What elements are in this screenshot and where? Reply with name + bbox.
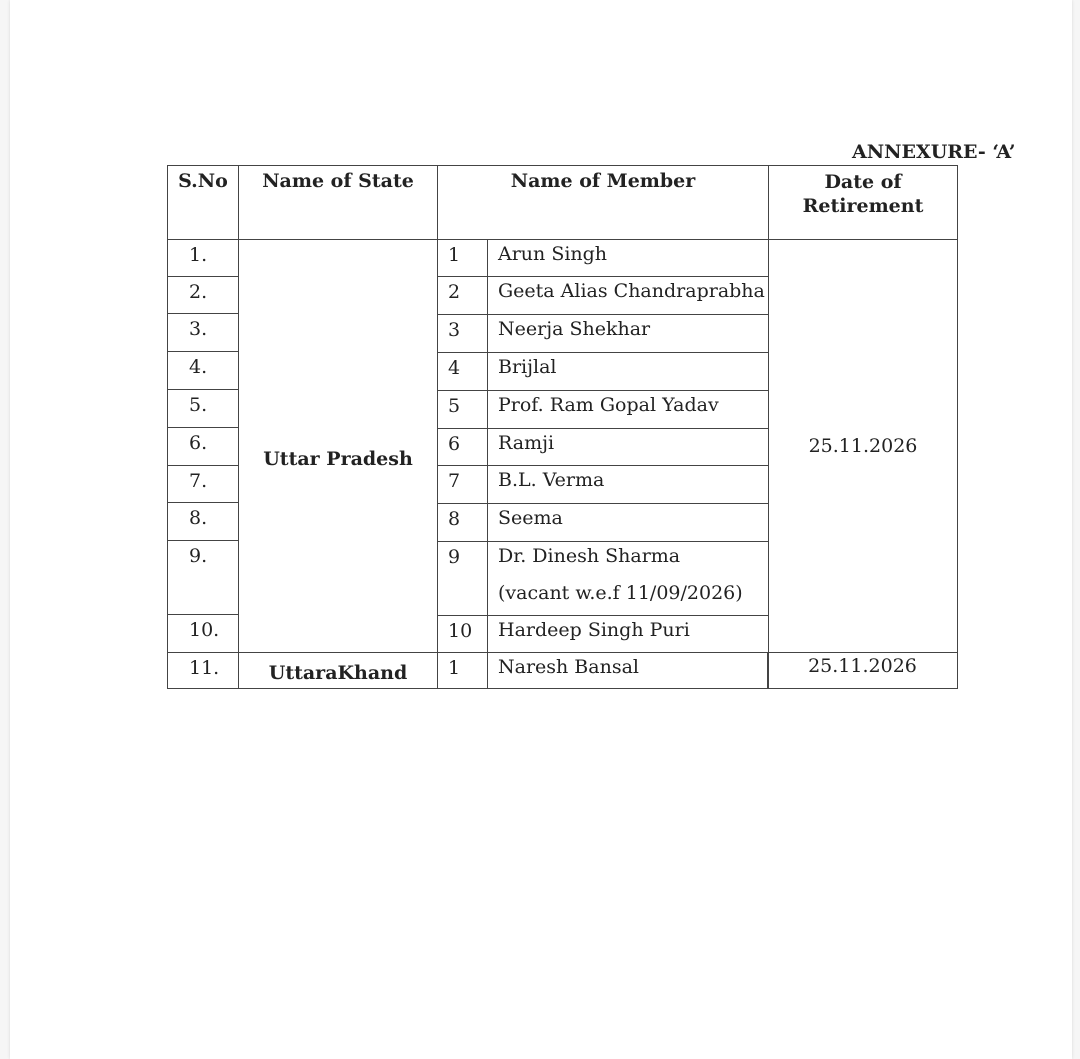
row-member-number bbox=[437, 352, 488, 391]
sno-text: 8. bbox=[189, 507, 208, 529]
sno-text: 7. bbox=[189, 470, 208, 492]
row-member-name bbox=[487, 652, 769, 689]
row-member-name bbox=[487, 239, 769, 277]
row-member-number bbox=[437, 465, 488, 504]
member-name-text: Neerja Shekhar bbox=[498, 318, 651, 340]
state-cell-uttar-pradesh bbox=[238, 239, 438, 653]
row-sno bbox=[167, 427, 239, 466]
row-member-name bbox=[487, 314, 769, 353]
row-member-name bbox=[487, 276, 769, 315]
row-sno bbox=[167, 389, 239, 428]
header-member-text: Name of Member bbox=[510, 170, 696, 192]
row-member-number bbox=[437, 276, 488, 315]
row-member-number bbox=[437, 615, 488, 653]
retirement-date-uttarakhand bbox=[767, 652, 958, 689]
row-member-name bbox=[487, 541, 769, 616]
annexure-label: ANNEXURE- ‘A’ bbox=[852, 141, 1016, 163]
member-name-text: Naresh Bansal bbox=[498, 656, 639, 678]
sno-text: 1. bbox=[189, 244, 208, 266]
row-member-name bbox=[487, 352, 769, 391]
row-member-number bbox=[437, 428, 488, 466]
member-name-text: Ramji bbox=[498, 432, 555, 454]
row-sno bbox=[167, 239, 239, 277]
sno-text: 2. bbox=[189, 281, 208, 303]
row-sno bbox=[167, 465, 239, 503]
row-member-name bbox=[487, 428, 769, 466]
member-number-text: 1 bbox=[448, 657, 461, 679]
member-number-text: 6 bbox=[448, 433, 461, 455]
row-sno bbox=[167, 652, 239, 689]
row-sno bbox=[167, 614, 239, 653]
member-number-text: 8 bbox=[448, 508, 461, 530]
vacancy-note: (vacant w.e.f 11/09/2026) bbox=[498, 582, 743, 604]
member-name-text: Arun Singh bbox=[498, 243, 608, 265]
sno-text: 3. bbox=[189, 318, 208, 340]
member-name-text: Hardeep Singh Puri bbox=[498, 619, 690, 641]
sno-text: 6. bbox=[189, 432, 208, 454]
header-sno bbox=[167, 165, 239, 240]
member-name-text: Brijlal bbox=[498, 356, 557, 378]
row-member-name bbox=[487, 390, 769, 429]
member-number-text: 3 bbox=[448, 319, 461, 341]
row-member-name bbox=[487, 615, 769, 653]
row-member-number bbox=[437, 652, 488, 689]
member-name-text: Seema bbox=[498, 507, 563, 529]
row-sno bbox=[167, 313, 239, 352]
member-number-text: 2 bbox=[448, 281, 461, 303]
row-member-number bbox=[437, 503, 488, 542]
member-name-text: Dr. Dinesh Sharma bbox=[498, 545, 681, 567]
retirement-date-text: 25.11.2026 bbox=[808, 655, 917, 677]
member-name-text: Geeta Alias Chandraprabha bbox=[498, 280, 765, 302]
state-name: UttaraKhand bbox=[268, 661, 408, 684]
document-page bbox=[10, 0, 1072, 1059]
sno-text: 9. bbox=[189, 545, 208, 567]
row-member-number bbox=[437, 314, 488, 353]
member-number-text: 5 bbox=[448, 395, 461, 417]
row-member-number bbox=[437, 390, 488, 429]
state-cell-uttarakhand bbox=[238, 652, 438, 689]
member-number-text: 4 bbox=[448, 357, 461, 379]
header-state-text: Name of State bbox=[262, 170, 414, 192]
member-number-text: 9 bbox=[448, 546, 461, 568]
row-sno bbox=[167, 276, 239, 314]
member-name-text: Prof. Ram Gopal Yadav bbox=[498, 394, 719, 416]
sno-text: 4. bbox=[189, 356, 208, 378]
sno-text: 10. bbox=[189, 619, 220, 641]
member-number-text: 1 bbox=[448, 244, 461, 266]
sno-text: 5. bbox=[189, 394, 208, 416]
header-date-line1: Date of bbox=[824, 171, 902, 193]
sno-text: 11. bbox=[189, 657, 220, 679]
header-date-line2: Retirement bbox=[802, 195, 924, 217]
member-number-text: 7 bbox=[448, 470, 461, 492]
row-sno bbox=[167, 351, 239, 390]
member-number-text: 10 bbox=[448, 620, 473, 642]
header-date bbox=[768, 165, 958, 240]
header-member bbox=[437, 165, 769, 240]
retirement-date-text: 25.11.2026 bbox=[808, 435, 918, 457]
state-name: Uttar Pradesh bbox=[263, 448, 413, 470]
row-member-name bbox=[487, 503, 769, 542]
member-name-text: B.L. Verma bbox=[498, 469, 605, 491]
row-sno bbox=[167, 540, 239, 615]
row-member-number bbox=[437, 239, 488, 277]
row-member-number bbox=[437, 541, 488, 616]
retirement-date-uttar-pradesh bbox=[768, 239, 958, 653]
header-sno-text: S.No bbox=[178, 170, 228, 192]
row-sno bbox=[167, 502, 239, 541]
header-state bbox=[238, 165, 438, 240]
row-member-name bbox=[487, 465, 769, 504]
